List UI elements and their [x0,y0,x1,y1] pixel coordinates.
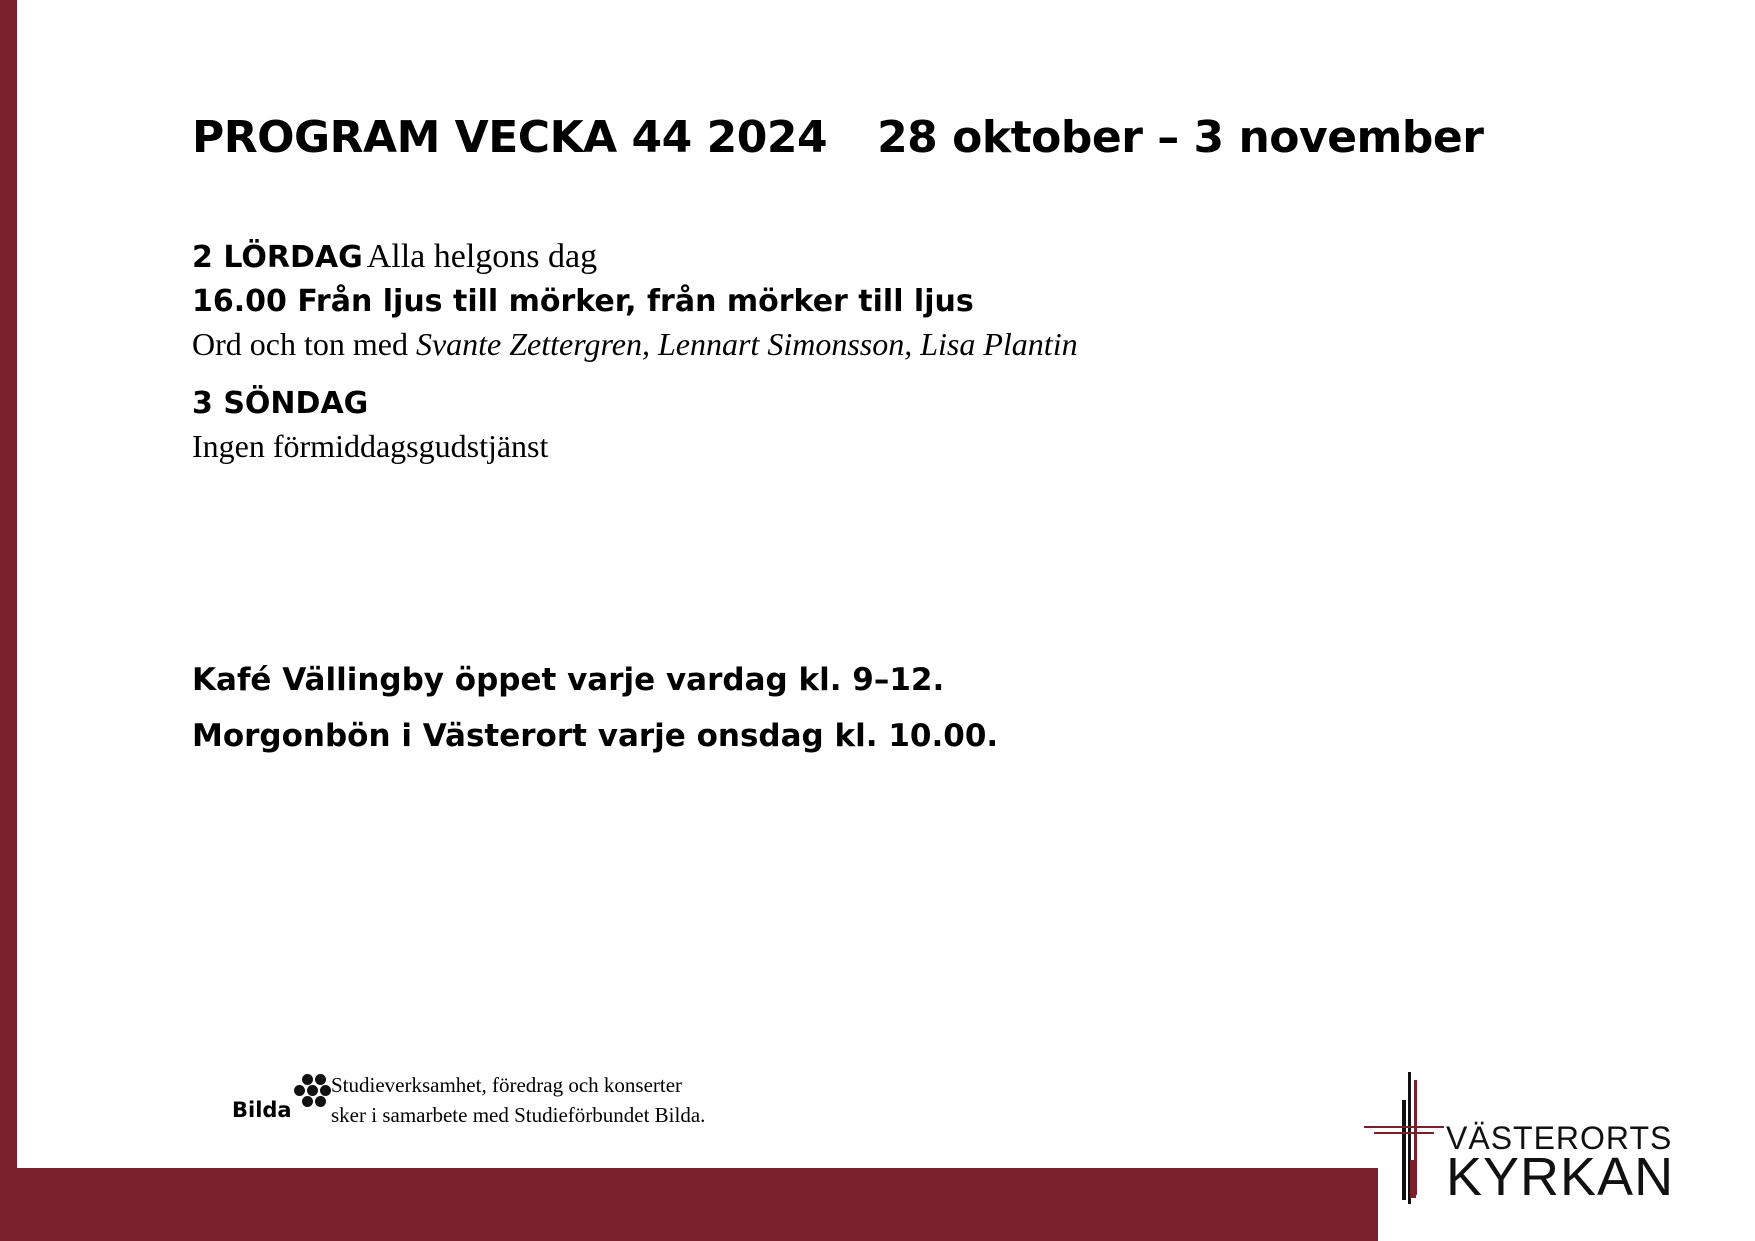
logo-text-line2: KYRKAN [1446,1147,1675,1207]
saturday-details [192,326,1078,363]
bilda-logo-text: Bilda [232,1098,292,1122]
saturday-day: 2 LÖRDAG [192,240,363,275]
saturday-heading [192,238,597,276]
logo-text-line1: VÄSTERORTS [1446,1120,1673,1156]
left-accent-bar [0,0,17,1241]
bilda-note-line2: sker i samarbete med Studieförbundet Bilda. [331,1103,706,1127]
notice-cafe: Kafé Vällingby öppet varje vardag kl. 9–12. [192,662,945,698]
sunday-note: Ingen förmiddagsgudstjänst [192,428,549,464]
saturday-occasion: Alla helgons dag [366,238,598,275]
cross-icon [1364,1070,1444,1210]
performers: Svante Zettergren, Lennart Simonsson, Lisa Plantin [415,326,1078,362]
bottom-accent-bar [0,1168,1378,1241]
page-title [192,108,1483,168]
saturday-event: 16.00 Från ljus till mörker, från mörker till ljus [192,284,974,319]
title-program: PROGRAM VECKA 44 2024 [192,112,828,163]
bilda-logo [232,1070,328,1124]
details-prefix: Ord och ton med [192,326,408,362]
vasterorts-kyrkan-logo [1364,1070,1694,1210]
sunday-day: 3 SÖNDAG [192,386,369,421]
bilda-note-line1: Studieverksamhet, föredrag och konserter [331,1073,683,1097]
bilda-note [331,1070,705,1130]
notice-morning-prayer: Morgonbön i Västerort varje onsdag kl. 10.00. [192,718,999,754]
title-dates: 28 oktober – 3 november [877,112,1484,163]
